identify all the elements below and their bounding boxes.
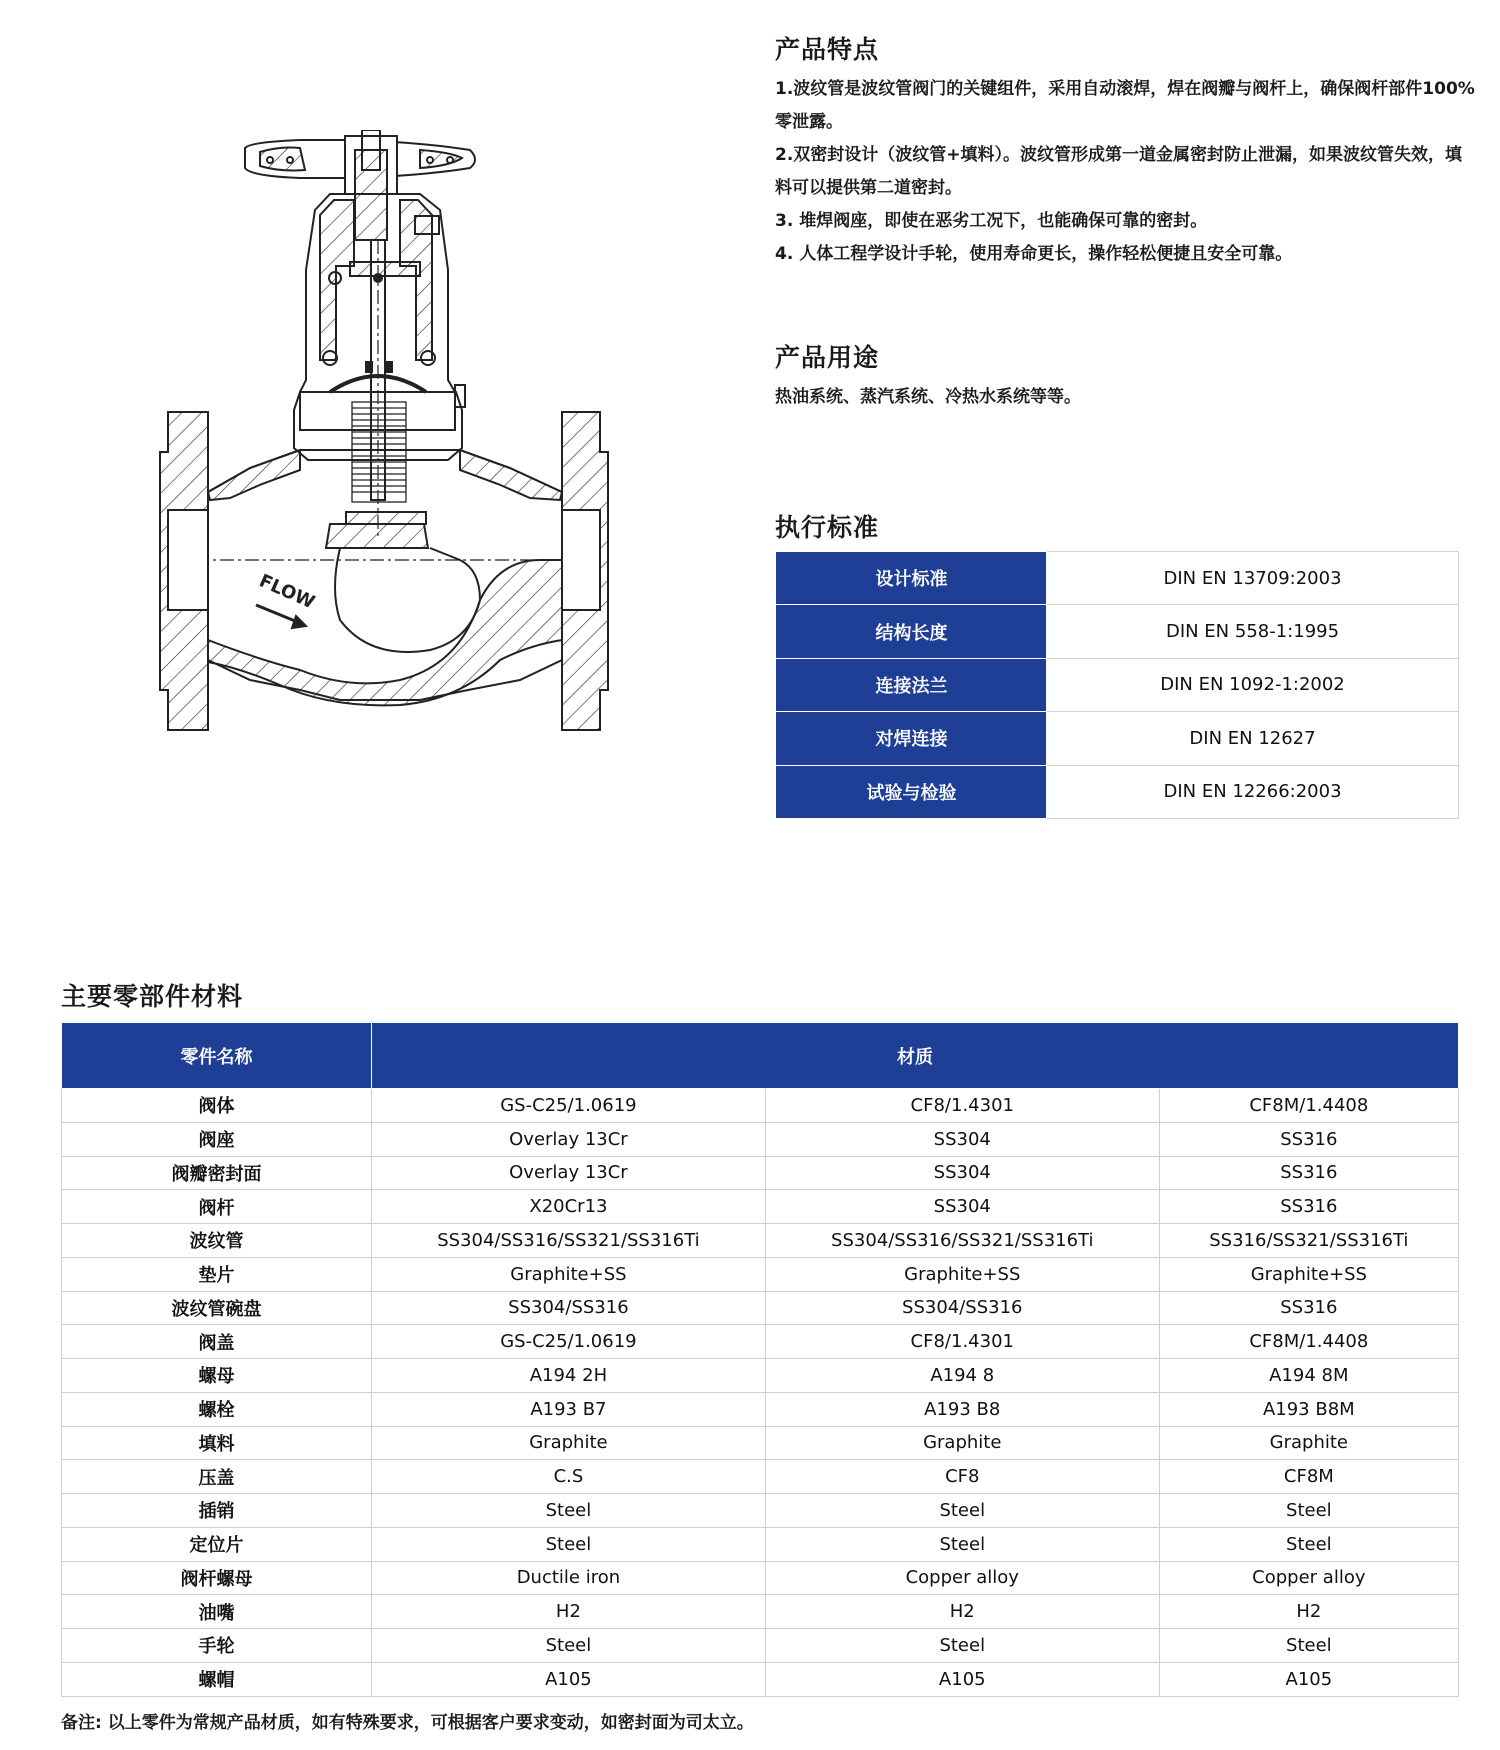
material-cell: A193 B7 (372, 1392, 766, 1426)
material-cell: A105 (1159, 1662, 1458, 1696)
material-cell: SS304/SS316 (372, 1291, 766, 1325)
part-name-cell: 垫片 (62, 1257, 372, 1291)
material-cell: A193 B8 (765, 1392, 1159, 1426)
table-row (62, 1494, 1459, 1528)
table-row (62, 1190, 1459, 1224)
material-cell: X20Cr13 (372, 1190, 766, 1224)
standards-row (777, 552, 1459, 605)
material-cell: Graphite (765, 1426, 1159, 1460)
material-cell: Graphite (372, 1426, 766, 1460)
material-cell: A194 8 (765, 1359, 1159, 1393)
part-name-cell: 阀杆螺母 (62, 1561, 372, 1595)
material-cell: Ductile iron (372, 1561, 766, 1595)
feature-item: 4. 人体工程学设计手轮，使用寿命更长，操作轻松便捷且安全可靠。 (775, 244, 1293, 264)
usage-text: 热油系统、蒸汽系统、冷热水系统等等。 (775, 387, 1081, 407)
feature-item: 3. 堆焊阀座，即使在恶劣工况下，也能确保可靠的密封。 (775, 211, 1208, 231)
material-cell: SS304 (765, 1190, 1159, 1224)
material-cell: Graphite (1159, 1426, 1458, 1460)
material-cell: CF8/1.4301 (765, 1089, 1159, 1123)
table-row (62, 1359, 1459, 1393)
material-cell: A105 (765, 1662, 1159, 1696)
feature-item: 2.双密封设计（波纹管+填料）。波纹管形成第一道金属密封防止泄漏，如果波纹管失效，填料可以提供第二道密封。 (775, 145, 1463, 198)
part-name-cell: 插销 (62, 1494, 372, 1528)
part-name-cell: 螺栓 (62, 1392, 372, 1426)
table-row (62, 1224, 1459, 1258)
material-cell: H2 (1159, 1595, 1458, 1629)
features-title: 产品特点 (775, 35, 880, 64)
material-cell: SS316 (1159, 1122, 1458, 1156)
material-cell: SS304 (765, 1122, 1159, 1156)
material-cell: Graphite+SS (1159, 1257, 1458, 1291)
material-cell: Steel (765, 1527, 1159, 1561)
table-row (62, 1561, 1459, 1595)
material-cell: CF8 (765, 1460, 1159, 1494)
table-row (62, 1460, 1459, 1494)
materials-table (61, 1022, 1459, 1697)
material-cell: Copper alloy (765, 1561, 1159, 1595)
table-row (62, 1662, 1459, 1696)
material-cell: SS316 (1159, 1190, 1458, 1224)
table-row (62, 1595, 1459, 1629)
material-cell: Graphite+SS (372, 1257, 766, 1291)
standard-value: DIN EN 1092-1:2002 (1047, 658, 1459, 711)
part-name-cell: 阀体 (62, 1089, 372, 1123)
material-cell: C.S (372, 1460, 766, 1494)
material-cell: Steel (765, 1494, 1159, 1528)
table-row (62, 1122, 1459, 1156)
part-name-cell: 油嘴 (62, 1595, 372, 1629)
standard-value: DIN EN 558-1:1995 (1047, 605, 1459, 658)
material-cell: Copper alloy (1159, 1561, 1458, 1595)
standards-row (777, 605, 1459, 658)
materials-header-row (62, 1023, 1459, 1089)
material-cell: A194 8M (1159, 1359, 1458, 1393)
material-cell: H2 (765, 1595, 1159, 1629)
table-row (62, 1257, 1459, 1291)
table-row (62, 1089, 1459, 1123)
material-cell: SS316 (1159, 1156, 1458, 1190)
table-row (62, 1527, 1459, 1561)
material-cell: CF8M/1.4408 (1159, 1089, 1458, 1123)
material-cell: Graphite+SS (765, 1257, 1159, 1291)
standard-value: DIN EN 12266:2003 (1047, 765, 1459, 818)
standard-value: DIN EN 13709:2003 (1047, 552, 1459, 605)
material-cell: A105 (372, 1662, 766, 1696)
standards-table (776, 551, 1459, 819)
standard-key: 对焊连接 (777, 712, 1047, 765)
material-cell: Steel (372, 1629, 766, 1663)
material-cell: A193 B8M (1159, 1392, 1458, 1426)
part-name-cell: 手轮 (62, 1629, 372, 1663)
materials-note: 备注: 以上零件为常规产品材质，如有特殊要求，可根据客户要求变动，如密封面为司太立。 (61, 1713, 754, 1733)
feature-list (775, 73, 1475, 271)
header-material: 材质 (372, 1023, 1459, 1089)
material-cell: SS316 (1159, 1291, 1458, 1325)
material-cell: CF8M/1.4408 (1159, 1325, 1458, 1359)
materials-body (62, 1089, 1459, 1697)
part-name-cell: 螺帽 (62, 1662, 372, 1696)
standards-row (777, 765, 1459, 818)
part-name-cell: 阀盖 (62, 1325, 372, 1359)
standard-key: 设计标准 (777, 552, 1047, 605)
standards-row (777, 658, 1459, 711)
part-name-cell: 波纹管 (62, 1224, 372, 1258)
part-name-cell: 阀座 (62, 1122, 372, 1156)
material-cell: SS316/SS321/SS316Ti (1159, 1224, 1458, 1258)
part-name-cell: 填料 (62, 1426, 372, 1460)
table-row (62, 1629, 1459, 1663)
material-cell: GS-C25/1.0619 (372, 1325, 766, 1359)
standard-value: DIN EN 12627 (1047, 712, 1459, 765)
material-cell: GS-C25/1.0619 (372, 1089, 766, 1123)
material-cell: Steel (1159, 1629, 1458, 1663)
material-cell: SS304 (765, 1156, 1159, 1190)
material-cell: Steel (372, 1527, 766, 1561)
part-name-cell: 波纹管碗盘 (62, 1291, 372, 1325)
material-cell: SS304/SS316 (765, 1291, 1159, 1325)
bellows-globe-valve-drawing (150, 130, 615, 732)
material-cell: A194 2H (372, 1359, 766, 1393)
material-cell: Steel (765, 1629, 1159, 1663)
flow-label: FLOW (255, 570, 318, 614)
table-row (62, 1325, 1459, 1359)
material-cell: Overlay 13Cr (372, 1156, 766, 1190)
material-cell: SS304/SS316/SS321/SS316Ti (765, 1224, 1159, 1258)
materials-title: 主要零部件材料 (61, 982, 244, 1011)
material-cell: H2 (372, 1595, 766, 1629)
standard-key: 连接法兰 (777, 658, 1047, 711)
material-cell: SS304/SS316/SS321/SS316Ti (372, 1224, 766, 1258)
feature-item: 1.波纹管是波纹管阀门的关键组件，采用自动滚焊，焊在阀瓣与阀杆上，确保阀杆部件100%零泄露。 (775, 79, 1475, 132)
part-name-cell: 定位片 (62, 1527, 372, 1561)
part-name-cell: 螺母 (62, 1359, 372, 1393)
part-name-cell: 阀瓣密封面 (62, 1156, 372, 1190)
header-part-name: 零件名称 (62, 1023, 372, 1089)
standard-key: 试验与检验 (777, 765, 1047, 818)
material-cell: Steel (372, 1494, 766, 1528)
material-cell: Overlay 13Cr (372, 1122, 766, 1156)
material-cell: CF8M (1159, 1460, 1458, 1494)
standards-title: 执行标准 (775, 513, 880, 542)
material-cell: CF8/1.4301 (765, 1325, 1159, 1359)
standard-key: 结构长度 (777, 605, 1047, 658)
usage-title: 产品用途 (775, 343, 880, 372)
table-row (62, 1426, 1459, 1460)
table-row (62, 1291, 1459, 1325)
material-cell: Steel (1159, 1494, 1458, 1528)
table-row (62, 1392, 1459, 1426)
part-name-cell: 压盖 (62, 1460, 372, 1494)
table-row (62, 1156, 1459, 1190)
material-cell: Steel (1159, 1527, 1458, 1561)
standards-row (777, 712, 1459, 765)
part-name-cell: 阀杆 (62, 1190, 372, 1224)
